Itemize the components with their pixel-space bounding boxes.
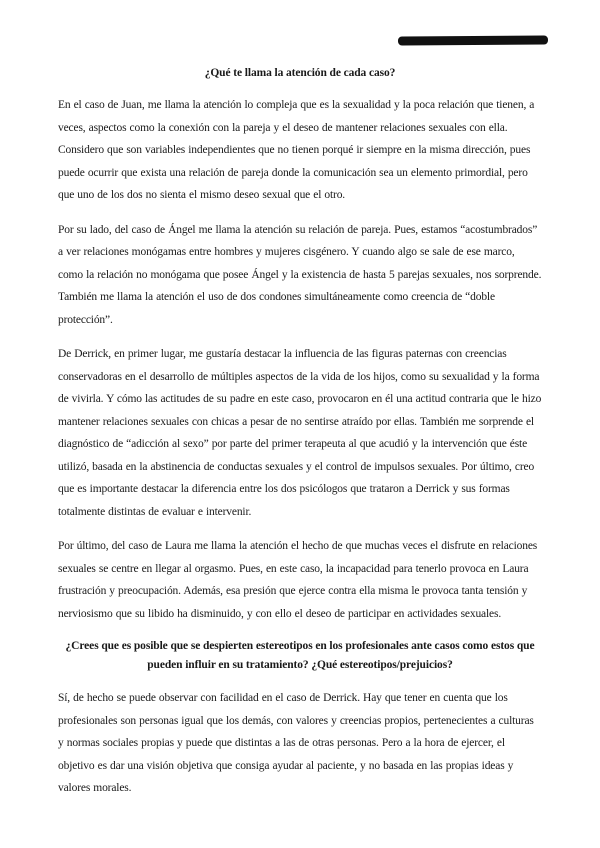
paragraph-answer-2: Sí, de hecho se puede observar con facilidad en el caso de Derrick. Hay que tener en cuenta que los profesionales son personas igual que los demás, con valores y creencias propios, pertenecientes a culturas y normas sociales propias y puede que distintas a las de otras personas. Pero a la hora de ejercer, el objetivo es dar una visión objetiva que consiga ayudar al paciente, y no basada en las propias ideas y valores morales. <box>58 692 534 794</box>
paragraph-juan: En el caso de Juan, me llama la atención lo compleja que es la sexualidad y la poca relación que tienen, a veces, aspectos como la conexión con la pareja y el deseo de mantener relaciones sexuales con ella. Considero que son variables independientes que no tienen porqué ir siempre en la misma dirección, pues puede ocurrir que exista una relación de pareja donde la comunicación sea un elemento primordial, pero que uno de los dos no sienta el mismo deseo sexual que el otro. <box>58 99 535 201</box>
paragraph-laura: Por último, del caso de Laura me llama la atención el hecho de que muchas veces el disfrute en relaciones sexuales se centre en llegar al orgasmo. Pues, en este caso, la incapacidad para tenerlo provoca en Laura frustración y preocupación. Además, esa presión que ejerce contra ella misma le provoca tanta tensión y nerviosismo que su libido ha disminuido, y con ello el deseo de participar en actividades sexuales. <box>58 540 538 620</box>
paragraph-angel: Por su lado, del caso de Ángel me llama la atención su relación de pareja. Pues, estamos “acostumbrados” a ver relaciones monógamas entre hombres y mujeres cisgénero. Y cuando algo se sale de ese marco, como la relación no monógama que posee Ángel y la existencia de hasta 5 parejas sexuales, nos sorprende. También me llama la atención el uso de dos condones simultáneamente como creencia de “doble protección”. <box>58 223 542 326</box>
question-1-heading: ¿Qué te llama la atención de cada caso? <box>204 67 396 79</box>
question-2-heading: ¿Crees que es posible que se despierten estereotipos en los profesionales ante casos como estos que pueden influir en su tratamiento? ¿Qué estereotipos/prejuicios? <box>65 640 535 671</box>
redacted-author-name <box>398 35 548 45</box>
document-page <box>58 64 542 812</box>
paragraph-derrick: De Derrick, en primer lugar, me gustaría destacar la influencia de las figuras paternas con creencias conservadoras en el desarrollo de múltiples aspectos de la vida de los hijos, como su sexualidad y la forma de vivirla. Y cómo las actitudes de su padre en este caso, provocaron en él una actitud contraria que le hizo mantener relaciones sexuales con chicas a pesar de no sentirse atraído por ellas. También me sorprende el diagnóstico de “adicción al sexo” por parte del primer terapeuta al que acudió y la intervención que éste utilizó, basada en la abstinencia de conductas sexuales y el control de impulsos sexuales. Por último, creo que es importante destacar la diferencia entre los dos psicólogos que trataron a Derrick y sus formas totalmente distintas de evaluar e intervenir. <box>58 348 542 518</box>
